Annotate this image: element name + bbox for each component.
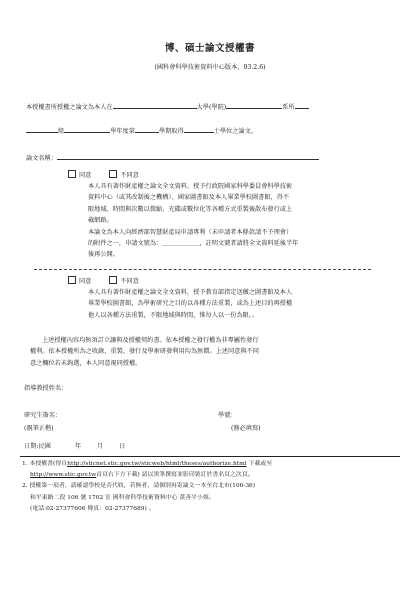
section2-agree-checkbox[interactable] [68,276,76,284]
footnote-1-mark: 1. [22,461,28,467]
thesis-name-blank[interactable] [57,152,319,160]
intro-text-b: 大學(學院) [196,104,227,111]
section1-text [88,181,388,261]
section1-line: 資料中心（或其改制後之機構）、國家圖書館及本人畢業學校圖書館，得不 [88,194,290,202]
date-year: 年 [74,443,81,450]
section1-agree-checkbox[interactable] [68,170,76,178]
statement-line: 權利。依本授權所為之收錄、重製、發行及學術研發利用均為無償。上述同意與不同 [30,348,259,356]
section2-line: 他人以各種方法重製，不限地域與時間，惟每人以一份為限。。 [88,311,259,319]
section1-line: 限地域、時間與次數以微縮、光碟或數位化等各種方式重製後散布發行或上 [88,205,293,213]
thesis-name-label: 論文名稱： [26,155,57,162]
semester-blank[interactable] [135,125,159,133]
statement-line: 上述授權內容均無須訂立讓與及授權契約書。依本授權之發行權為非專屬性發行 [42,337,259,344]
intro-text-f: 學期取得 [158,128,184,135]
section1-line: 本人具有著作財產權之論文全文資料，授予行政院國家科學委員會科學技術 [88,183,293,190]
section2-options [68,276,139,285]
footnotes [22,459,406,515]
section1-agree-label: 同意 [79,172,92,179]
department-blank[interactable] [226,101,282,109]
degree-blank[interactable] [184,125,214,133]
authorize-download-link[interactable]: http://sticnet.stic.gov.tw/sticweb/html/theses/authorize.html [67,461,247,467]
intro-text-g: 士學位之論文。 [213,128,257,135]
section2-disagree-checkbox[interactable] [109,276,117,284]
signature-note: (親筆正楷) [24,425,54,432]
footnote-2 [22,481,406,492]
advisor-name-label: 指導教授姓名： [24,385,68,392]
intro-text-e: 學年度第 [110,128,135,135]
intro-line-1 [26,101,309,111]
student-id-label: 學號： [218,412,237,419]
footnote-1-text-c: 首頁右下方下載) 請以黑筆撰寫並影印裝訂於書名頁之次頁。 [96,472,254,479]
section1-line: 載網路。 [88,217,113,225]
stic-homepage-link[interactable]: http://www.stic.gov.tw [30,472,97,479]
section2-disagree-label: 不同意 [120,278,139,285]
document-subtitle: (國科會科學技術資料中心版本，93.2.6) [154,64,266,71]
footnote-1-text-b: 下載或至 [246,461,273,467]
date-day: 日 [119,443,126,450]
authorization-statement [30,335,400,369]
section1-line: 後再公開。 [88,251,119,259]
footnote-rule [20,456,400,457]
academic-year-blank[interactable] [64,125,110,133]
section1-line: 的附件之一，申請文號為：＿＿＿＿＿＿，註明文號者請將全文資料延後半年 [88,240,299,248]
department-tail-blank[interactable] [295,101,309,109]
intro-text-a: 本授權書所授權之論文為本人在 [26,104,113,111]
intro-line-2 [26,125,257,135]
section2-agree-label: 同意 [79,278,92,285]
thesis-name-row [26,152,319,162]
footnote-2-mark: 2. [22,483,28,490]
student-signature-label: 研究生簽名： [24,412,62,419]
footnote-2-text-a: 授權第一項者，請確認學校是否代收，若無者，請個別再寄論文一本至台北市(106-36) [29,483,256,490]
section1-disagree-label: 不同意 [120,172,139,179]
date-month: 月 [96,443,104,450]
group-blank[interactable] [26,125,58,133]
footnote-1 [22,459,406,470]
footnote-2-text-c: (電話:02-27377606 傳真：02-27377689) 。 [30,505,155,512]
intro-text-d: 組 [58,128,65,135]
date-label: 日期:民國 [24,443,51,450]
document-title: 博、碩士論文授權書 [164,43,255,54]
section2-line: 畢業學校圖書館，為學術研究之目的以各種方法重製，或為上述目的再授權 [88,300,293,308]
university-blank[interactable] [113,101,197,109]
section-divider [34,269,371,270]
date-row [24,441,125,450]
section2-text [88,287,388,321]
intro-text-c: 系所 [282,104,295,111]
section2-line: 本人具有著作財產權之論文全文資料，授予教育部指定送繳之圖書館及本人 [88,289,293,296]
section1-line: 本論文為本人向經濟部智慧財產局申請專利（未申請者本條款請不予理會） [88,228,293,236]
section1-options [68,170,139,179]
section1-disagree-checkbox[interactable] [109,170,117,178]
footnote-1-text-a: 本授權書(得自 [29,461,68,467]
footnote-1-cont [22,470,406,481]
statement-line: 意之欄位若未鉤選，本人同意視同授權。 [30,359,142,367]
student-id-note: (務必填寫) [231,425,261,432]
footnote-2-text-b: 和平東路二段 106 號 1702 室 國科會科學技術資料中心 黃善平小姐。 [30,494,215,501]
